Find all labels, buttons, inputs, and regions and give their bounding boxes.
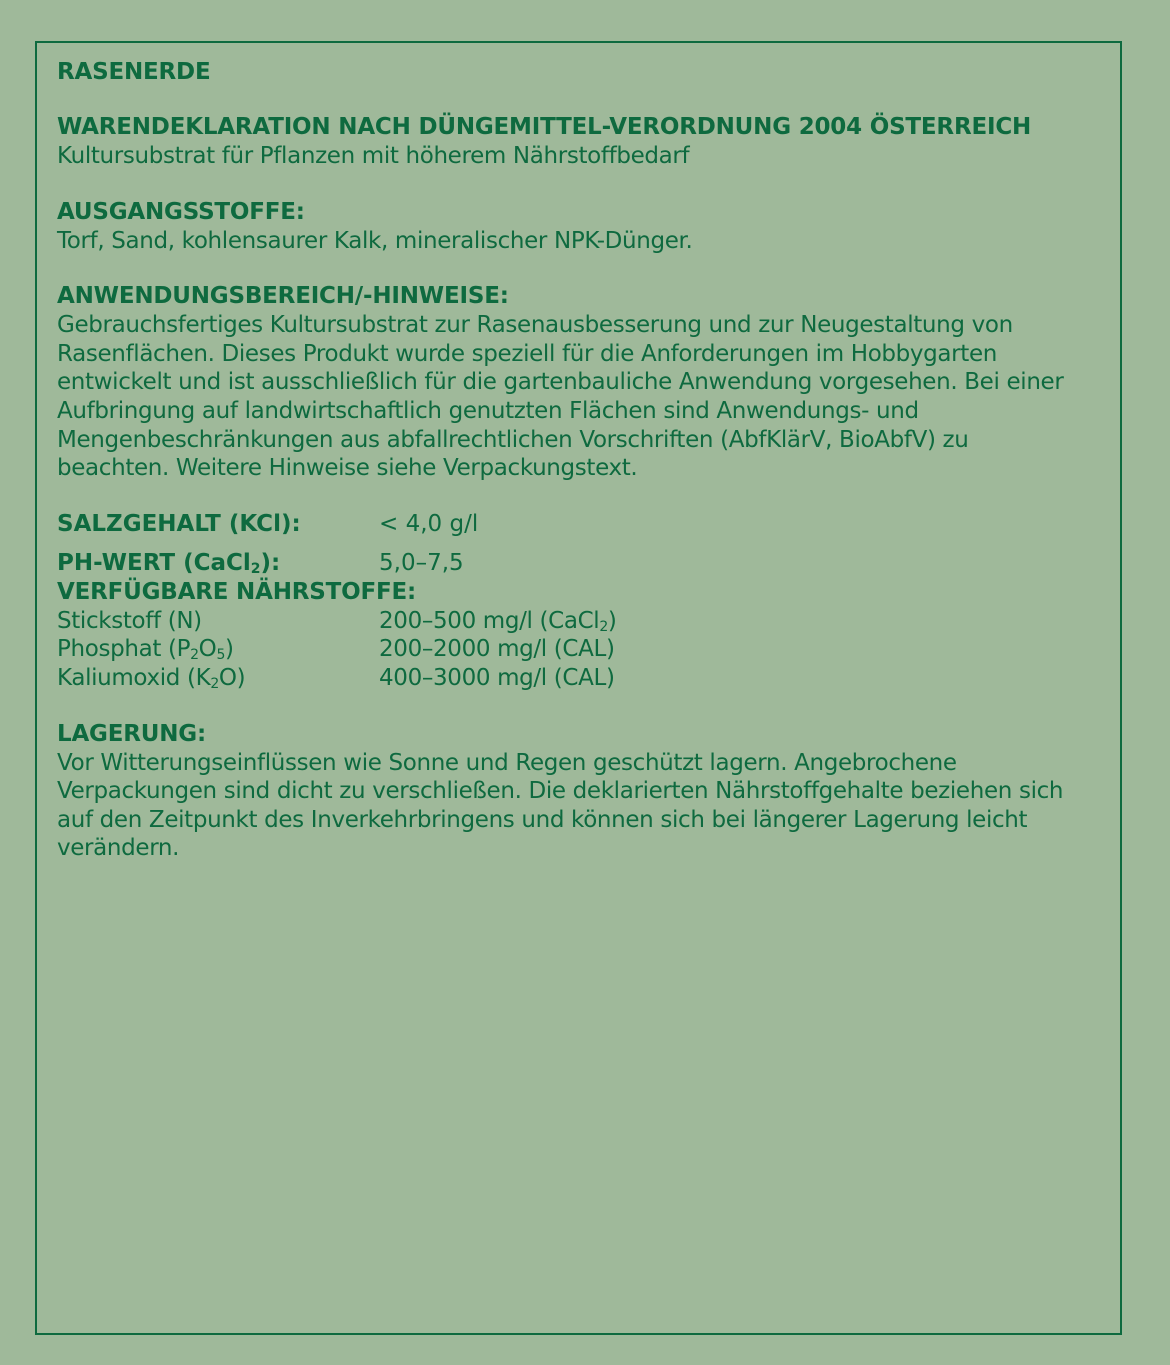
salzgehalt-row bbox=[57, 510, 1117, 549]
lagerung-section bbox=[57, 720, 1117, 863]
lagerung-line: auf den Zeitpunkt des Inverkehrbringens und können sich bei längerer Lagerung leicht bbox=[57, 806, 1028, 833]
anwendung-section bbox=[57, 282, 1117, 483]
product-declaration bbox=[57, 58, 1117, 890]
ausgangsstoffe-heading: AUSGANGSSTOFFE: bbox=[57, 198, 305, 225]
lagerung-line: verändern. bbox=[57, 835, 180, 862]
naehrstoffe-section bbox=[57, 578, 1117, 693]
kalium-value: 400–3000 mg/l (CAL) bbox=[379, 664, 615, 691]
salzgehalt-value: < 4,0 g/l bbox=[379, 510, 479, 537]
declaration-section bbox=[57, 113, 1117, 171]
ausgangsstoffe-section bbox=[57, 198, 1117, 256]
ph-value: 5,0–7,5 bbox=[379, 549, 464, 576]
stickstoff-row bbox=[57, 607, 1117, 636]
ph-label: PH-WERT (CaCl$_2$): bbox=[57, 549, 281, 577]
kalium-row bbox=[57, 664, 1117, 693]
phosphat-value: 200–2000 mg/l (CAL) bbox=[379, 636, 615, 663]
kalium-label: Kaliumoxid $(K_2O)$ bbox=[57, 664, 246, 692]
salzgehalt-label: SALZGEHALT (KCl): bbox=[57, 510, 301, 537]
stickstoff-value: 200–500 mg/l (CaCl$_2$) bbox=[379, 607, 617, 635]
lagerung-line: Verpackungen sind dicht zu verschließen. Die deklarierten Nährstoffgehalte beziehen sich bbox=[57, 778, 1064, 805]
anwendung-line: beachten. Weitere Hinweise siehe Verpackungstext. bbox=[57, 455, 638, 482]
naehrstoffe-heading: VERFÜGBARE NÄHRSTOFFE: bbox=[57, 578, 416, 605]
declaration-text: Kultursubstrat für Pflanzen mit höherem Nährstoffbedarf bbox=[57, 143, 690, 169]
phosphat-row bbox=[57, 635, 1117, 664]
anwendung-line: entwickelt und ist ausschließlich für die gartenbauliche Anwendung vorgesehen. Bei einer bbox=[57, 369, 1064, 396]
phosphat-label: Phosphat $(P_2O_5)$ bbox=[57, 636, 234, 664]
declaration-heading: WARENDEKLARATION NACH DÜNGEMITTEL-VERORDNUNG 2004 ÖSTERREICH bbox=[57, 114, 1032, 140]
lagerung-line: Vor Witterungseinflüssen wie Sonne und Regen geschützt lagern. Angebrochene bbox=[57, 749, 957, 776]
anwendung-line: Rasenflächen. Dieses Produkt wurde speziell für die Anforderungen im Hobbygarten bbox=[57, 340, 997, 367]
anwendung-heading: ANWENDUNGSBEREICH/-HINWEISE: bbox=[57, 283, 509, 310]
ausgangsstoffe-text: Torf, Sand, kohlensaurer Kalk, mineralischer NPK-Dünger. bbox=[57, 227, 693, 254]
anwendung-line: Gebrauchsfertiges Kultursubstrat zur Rasenausbesserung und zur Neugestaltung von bbox=[57, 312, 1013, 339]
anwendung-line: Mengenbeschränkungen aus abfallrechtlichen Vorschriften (AbfKlärV, BioAbfV) zu bbox=[57, 426, 969, 453]
product-title: RASENERDE bbox=[57, 59, 211, 85]
anwendung-line: Aufbringung auf landwirtschaftlich genutzten Flächen sind Anwendungs- und bbox=[57, 397, 919, 424]
stickstoff-label: Stickstoff (N) bbox=[57, 607, 202, 634]
lagerung-heading: LAGERUNG: bbox=[57, 720, 206, 747]
